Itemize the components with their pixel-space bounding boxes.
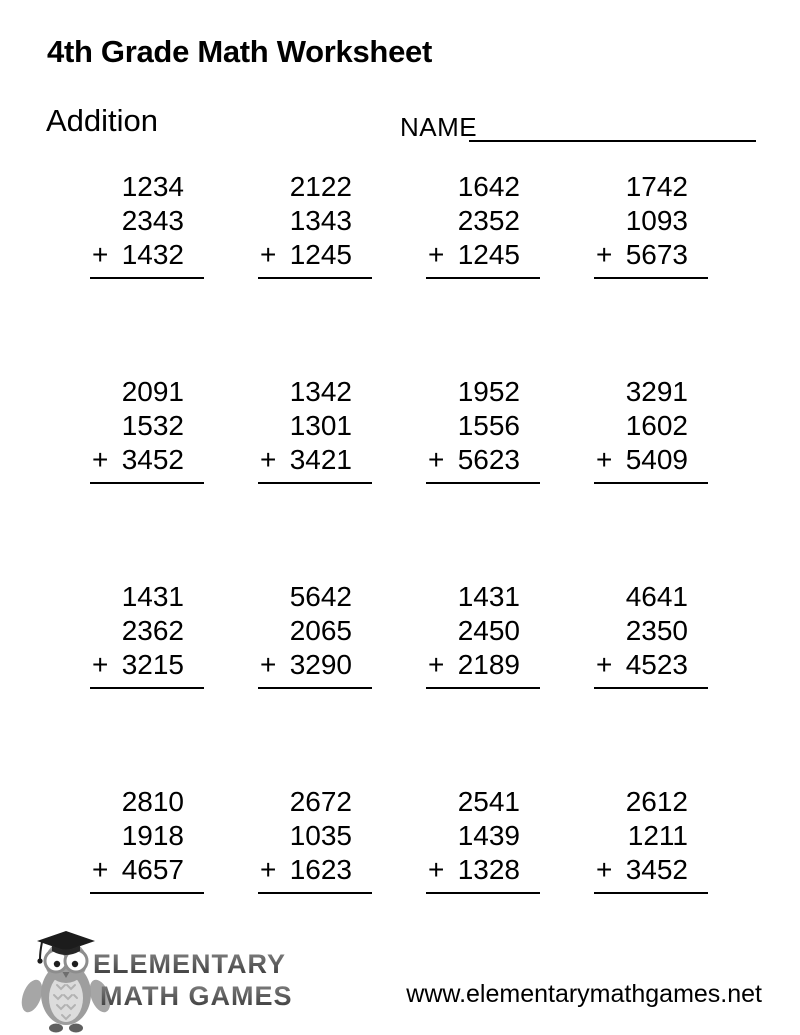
name-label: NAME [400,112,478,142]
addend-3: 3452 [625,854,688,885]
sum-row [258,238,372,279]
addend-3: 4657 [121,854,184,885]
addend-2: 1343 [289,205,352,236]
problems-grid [90,170,762,894]
sum-row [258,648,372,689]
addend-2: 1532 [121,410,184,441]
sum-row [90,238,204,279]
addend-1: 2612 [625,786,688,817]
sum-row [594,648,708,689]
addition-problem [90,170,204,279]
plus-operator: + [260,444,277,475]
addend-1: 3291 [625,376,688,407]
plus-operator: + [428,444,445,475]
plus-operator: + [596,649,613,680]
addend-2: 1301 [289,410,352,441]
addend-2: 2450 [457,615,520,646]
addend-3: 4523 [625,649,688,680]
plus-operator: + [596,854,613,885]
sum-row [594,238,708,279]
addend-1: 5642 [289,581,352,612]
addend-3: 1432 [121,239,184,270]
addend-3: 3421 [289,444,352,475]
logo-line-1: ELEMENTARY [93,948,293,980]
addend-1: 1642 [457,171,520,202]
sum-row [258,443,372,484]
addition-problem [594,375,708,484]
addend-3: 2189 [457,649,520,680]
addend-1: 1742 [625,171,688,202]
plus-operator: + [428,239,445,270]
addend-1: 1431 [121,581,184,612]
addend-2: 1035 [289,820,352,851]
plus-operator: + [92,854,109,885]
addition-problem [594,785,708,894]
plus-operator: + [260,649,277,680]
addition-problem [258,785,372,894]
addend-3: 5673 [625,239,688,270]
plus-operator: + [92,649,109,680]
addition-problem [258,580,372,689]
addition-problem [90,580,204,689]
addend-1: 2541 [457,786,520,817]
addition-problem [90,375,204,484]
addition-problem [258,170,372,279]
addend-2: 1211 [627,820,688,851]
plus-operator: + [596,239,613,270]
addend-1: 2091 [121,376,184,407]
addend-1: 2672 [289,786,352,817]
logo-line-2: MATH GAMES [100,981,293,1011]
addition-problem [426,580,540,689]
sum-row [426,238,540,279]
plus-operator: + [428,649,445,680]
addend-3: 1245 [289,239,352,270]
sum-row [90,648,204,689]
plus-operator: + [596,444,613,475]
plus-operator: + [92,444,109,475]
addend-2: 2065 [289,615,352,646]
addend-2: 1093 [625,205,688,236]
addition-problem [594,170,708,279]
addend-2: 2350 [625,615,688,646]
sum-row [90,853,204,894]
addend-3: 1328 [457,854,520,885]
addend-2: 1602 [625,410,688,441]
addition-problem [426,785,540,894]
addition-problem [90,785,204,894]
sum-row [426,853,540,894]
addend-1: 2810 [121,786,184,817]
sum-row [426,443,540,484]
addend-3: 5409 [625,444,688,475]
addition-problem [594,580,708,689]
addend-2: 2362 [121,615,184,646]
addition-problem [258,375,372,484]
addend-3: 3452 [121,444,184,475]
section-label: Addition [46,103,159,138]
plus-operator: + [260,239,277,270]
addend-1: 1234 [121,171,184,202]
addition-problem [426,375,540,484]
sum-row [594,853,708,894]
addend-2: 1918 [121,820,184,851]
addend-2: 2343 [121,205,184,236]
addend-1: 1952 [457,376,520,407]
plus-operator: + [428,854,445,885]
addition-problem [426,170,540,279]
addend-3: 1245 [457,239,520,270]
addend-3: 5623 [457,444,520,475]
website-url: www.elementarymathgames.net [406,980,762,1008]
plus-operator: + [260,854,277,885]
addend-1: 1342 [289,376,352,407]
addend-2: 1556 [457,410,520,441]
logo-wordmark [93,948,293,1012]
addend-3: 1623 [289,854,352,885]
sum-row [90,443,204,484]
sum-row [426,648,540,689]
addend-2: 1439 [457,820,520,851]
addend-1: 1431 [457,581,520,612]
addend-2: 2352 [457,205,520,236]
sum-row [594,443,708,484]
addend-3: 3290 [289,649,352,680]
page-title: 4th Grade Math Worksheet [47,34,432,69]
sum-row [258,853,372,894]
name-blank-line [469,112,756,142]
plus-operator: + [92,239,109,270]
addend-3: 3215 [121,649,184,680]
addend-1: 2122 [289,171,352,202]
addend-1: 4641 [625,581,688,612]
